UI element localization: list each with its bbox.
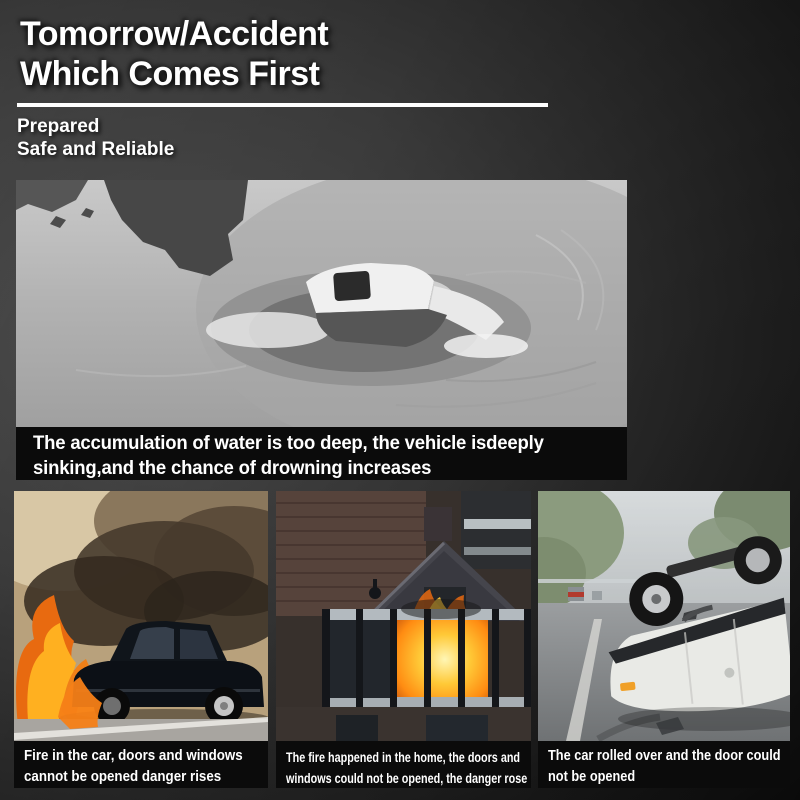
house-fire-panel	[276, 491, 531, 788]
page-title	[20, 14, 328, 94]
divider-line	[17, 103, 548, 107]
car-rolled-over-photo	[538, 491, 790, 741]
rollover-caption-line-2: not be opened	[548, 769, 636, 785]
car-fire-caption	[14, 741, 268, 788]
flood-caption	[16, 427, 627, 480]
car-fire-panel	[14, 491, 268, 788]
subtitle-line-1: Prepared	[17, 116, 100, 137]
car-on-fire-photo	[14, 491, 268, 741]
subtitle	[17, 115, 174, 161]
rollover-caption	[538, 741, 790, 788]
house-fire-caption-line-2: windows could not be opened, the danger rose	[286, 771, 528, 786]
house-fire-caption-line-1: The fire happened in the home, the doors and	[286, 750, 521, 765]
house-fire-caption	[276, 741, 531, 788]
car-sinking-in-floodwater-photo	[16, 180, 627, 427]
title-line-2: Which Comes First	[20, 55, 320, 93]
house-balcony-fire-photo	[276, 491, 531, 741]
rollover-caption-line-1: The car rolled over and the door could	[548, 748, 781, 764]
subtitle-line-2: Safe and Reliable	[17, 139, 175, 160]
flood-panel	[16, 180, 627, 480]
car-fire-caption-line-1: Fire in the car, doors and windows	[24, 748, 243, 764]
flood-caption-line-1: The accumulation of water is too deep, the vehicle isdeeply	[33, 432, 544, 454]
car-fire-caption-line-2: cannot be opened danger rises	[24, 769, 222, 785]
title-line-1: Tomorrow/Accident	[20, 15, 329, 53]
flood-caption-line-2: sinking,and the chance of drowning increases	[33, 457, 432, 479]
rollover-panel	[538, 491, 790, 788]
